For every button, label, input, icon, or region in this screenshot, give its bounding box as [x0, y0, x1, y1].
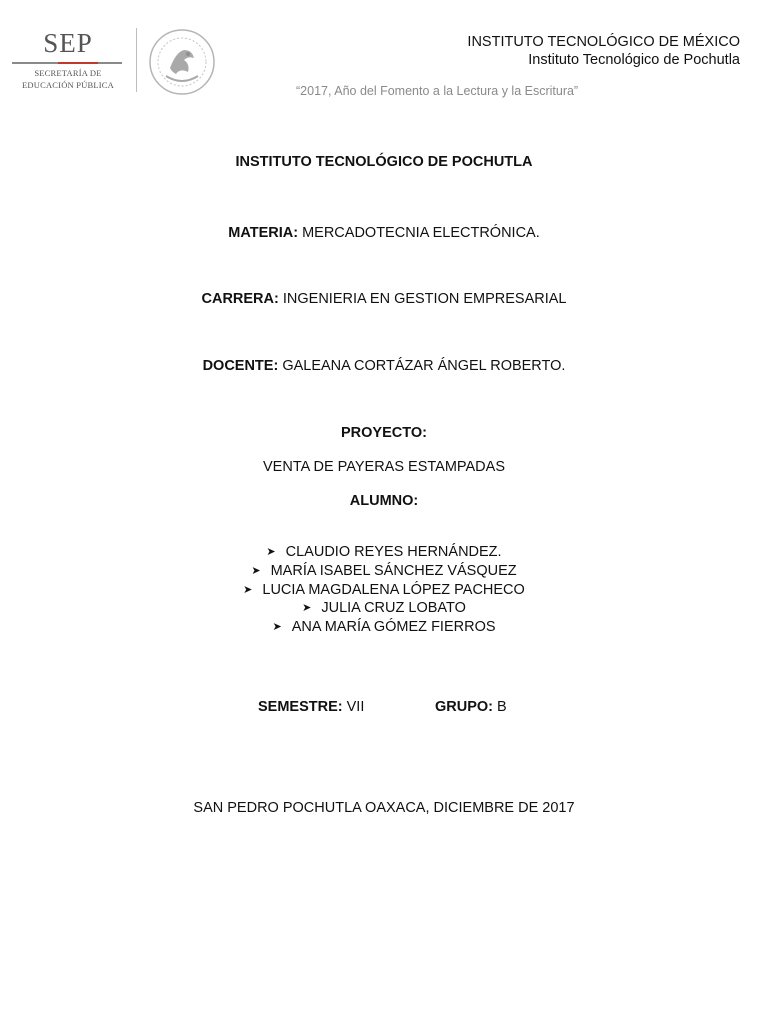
- arrow-bullet-icon: ➤: [243, 583, 253, 596]
- carrera-value: INGENIERIA EN GESTION EMPRESARIAL: [278, 291, 567, 307]
- student-name: MARÍA ISABEL SÁNCHEZ VÁSQUEZ: [270, 562, 517, 579]
- document-title-text: INSTITUTO TECNOLÓGICO DE POCHUTLA: [235, 154, 533, 170]
- materia-label: MATERIA:: [228, 225, 299, 241]
- student-list: [0, 543, 768, 637]
- arrow-bullet-icon: ➤: [302, 602, 312, 615]
- grupo-label: GRUPO:: [435, 699, 493, 715]
- list-item: [0, 562, 768, 581]
- carrera-line: [0, 291, 768, 307]
- sep-wordmark: [10, 28, 126, 90]
- materia-value: MERCADOTECNIA ELECTRÓNICA.: [298, 225, 540, 241]
- sep-logo: [10, 28, 240, 102]
- proyecto-label-line: [0, 425, 768, 441]
- sep-logo-line2: EDUCACIÓN PÚBLICA: [22, 80, 114, 90]
- proyecto-label: PROYECTO:: [341, 425, 427, 441]
- alumno-label: ALUMNO:: [349, 493, 419, 509]
- semestre-label: SEMESTRE:: [258, 699, 343, 715]
- alumno-label-line: [0, 493, 768, 509]
- arrow-bullet-icon: ➤: [272, 621, 282, 634]
- institute-name: INSTITUTO TECNOLÓGICO DE MÉXICO: [467, 34, 740, 50]
- list-item: [0, 599, 768, 618]
- docente-label: DOCENTE:: [202, 358, 279, 374]
- student-name: JULIA CRUZ LOBATO: [321, 600, 466, 617]
- grupo-value: B: [493, 699, 507, 715]
- student-name: CLAUDIO REYES HERNÁNDEZ.: [285, 544, 502, 560]
- semestre-line: [258, 699, 364, 715]
- list-item: [0, 618, 768, 637]
- proyecto-value: VENTA DE PAYERAS ESTAMPADAS: [263, 459, 505, 475]
- mexican-coat-of-arms-seal-icon: [148, 28, 216, 96]
- sep-logo-line1: SECRETARÍA DE: [34, 68, 102, 78]
- docente-value: GALEANA CORTÁZAR ÁNGEL ROBERTO.: [278, 358, 566, 374]
- sep-logo-rule-accent: [58, 62, 98, 64]
- campus-name: Instituto Tecnológico de Pochutla: [528, 52, 740, 68]
- sep-logo-subtitle: [10, 67, 126, 91]
- semestre-value: VII: [342, 699, 365, 715]
- docente-line: [0, 358, 768, 374]
- materia-line: [0, 225, 768, 241]
- list-item: [0, 543, 768, 562]
- logo-divider: [136, 28, 137, 92]
- student-name: ANA MARÍA GÓMEZ FIERROS: [291, 619, 496, 636]
- place-date: SAN PEDRO POCHUTLA OAXACA, DICIEMBRE DE 2017: [193, 800, 575, 816]
- document-title: [0, 154, 768, 170]
- grupo-line: [435, 699, 507, 715]
- arrow-bullet-icon: ➤: [266, 546, 276, 558]
- list-item: [0, 581, 768, 600]
- student-name: LUCIA MAGDALENA LÓPEZ PACHECO: [262, 581, 525, 598]
- sep-logo-name: SEP: [43, 28, 93, 58]
- year-motto: “2017, Año del Fomento a la Lectura y la Escritura”: [296, 84, 579, 98]
- arrow-bullet-icon: ➤: [251, 564, 261, 577]
- carrera-label: CARRERA:: [201, 291, 279, 307]
